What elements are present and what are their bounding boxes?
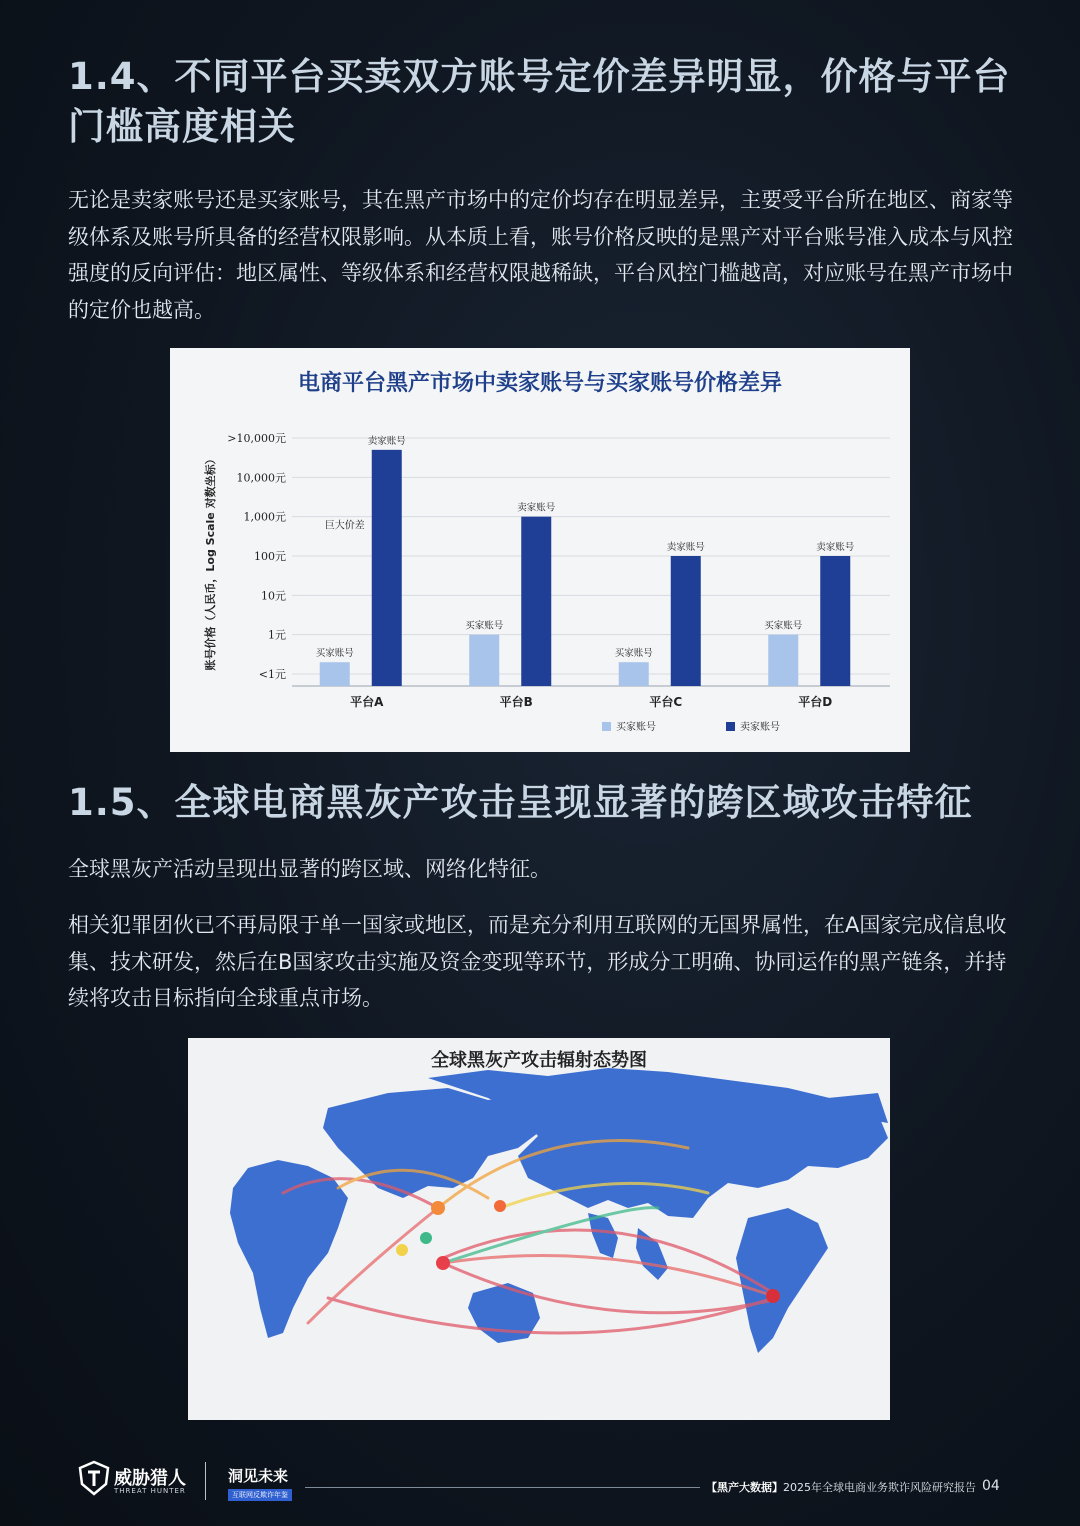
y-tick-label: <1元 <box>258 668 286 681</box>
bar-data-label: 卖家账号 <box>666 542 705 553</box>
bar-data-label: 买家账号 <box>315 648 354 660</box>
bar-data-label: 卖家账号 <box>517 502 556 514</box>
x-category-label: 平台A <box>350 695 384 709</box>
page-number: 04 <box>982 1478 1000 1494</box>
bar-seller <box>820 556 850 686</box>
footer-divider <box>205 1462 206 1500</box>
bar-data-label: 买家账号 <box>465 620 504 632</box>
bar-data-label: 卖家账号 <box>367 435 406 447</box>
y-tick-label: 100元 <box>254 550 286 563</box>
shield-logo-icon <box>78 1460 110 1496</box>
report-name: 2025年全球电商业务欺诈风险研究报告 <box>783 1481 976 1494</box>
x-category-label: 平台D <box>798 695 833 709</box>
x-category-label: 平台C <box>649 695 683 709</box>
threat-hunter-logo <box>78 1460 198 1508</box>
price-gap-annotation: 巨大价差 <box>324 520 365 532</box>
x-category-label: 平台B <box>499 695 533 709</box>
logo-name: 威胁猎人 <box>114 1468 186 1489</box>
section-1-5-paragraph-1: 全球黑灰产活动呈现出显著的跨区域、网络化特征。 <box>68 857 551 881</box>
bar-data-label: 买家账号 <box>614 648 653 660</box>
y-axis-label: 账号价格（人民币，Log Scale 对数坐标） <box>204 453 217 671</box>
legend-label: 买家账号 <box>616 722 656 733</box>
bar-buyer <box>320 662 350 686</box>
price-chart-panel <box>170 348 910 752</box>
report-title <box>706 1479 976 1495</box>
y-tick-label: >10,000元 <box>227 432 286 445</box>
legend-label: 卖家账号 <box>740 722 780 733</box>
attack-origin-points <box>396 1200 780 1303</box>
report-tag: 【黑产大数据】 <box>706 1481 783 1494</box>
bar-buyer <box>619 662 649 686</box>
bar-buyer <box>768 635 798 686</box>
bar-data-label: 卖家账号 <box>816 542 855 553</box>
y-tick-label: 1元 <box>268 628 286 642</box>
world-landmass <box>230 1068 888 1353</box>
attack-map-panel <box>188 1038 890 1420</box>
y-tick-label: 10元 <box>261 589 286 603</box>
bar-seller <box>671 556 701 686</box>
footer-rule <box>305 1487 700 1488</box>
section-1-4-heading: 1.4、不同平台买卖双方账号定价差异明显，价格与平台门槛高度相关 <box>68 55 1011 148</box>
legend-swatch <box>726 722 735 731</box>
slogan-block <box>228 1465 292 1501</box>
world-attack-map <box>188 1038 890 1420</box>
bar-seller <box>372 450 402 686</box>
map-title: 全球黑灰产攻击辐射态势图 <box>431 1050 647 1071</box>
y-tick-label: 10,000元 <box>236 471 286 485</box>
slogan: 洞见未来 <box>228 1467 289 1485</box>
slogan-subtitle: 互联网反欺诈年鉴 <box>228 1489 292 1501</box>
bar-buyer <box>469 635 499 686</box>
section-1-5-paragraph-2: 相关犯罪团伙已不再局限于单一国家或地区，而是充分利用互联网的无国界属性，在A国家完成信息收集、技术研发，然后在B国家攻击实施及资金变现等环节，形成分工明确、协同运作的黑产链条，并持续将攻击目标指向全球重点市场。 <box>68 913 1007 1010</box>
section-1-4-paragraph: 无论是卖家账号还是买家账号，其在黑产市场中的定价均存在明显差异，主要受平台所在地区、商家等级体系及账号所具备的经营权限影响。从本质上看，账号价格反映的是黑产对平台账号准入成本与风控强度的反向评估：地区属性、等级体系和经营权限越稀缺，平台风控门槛越高，对应账号在黑产市场中的定价也越高。 <box>68 188 1013 322</box>
price-bar-chart <box>170 348 910 752</box>
logo-subtitle: THREAT HUNTER <box>114 1487 186 1495</box>
chart-title: 电商平台黑产市场中卖家账号与买家账号价格差异 <box>297 371 782 396</box>
section-1-5-heading: 1.5、全球电商黑灰产攻击呈现显著的跨区域攻击特征 <box>68 781 973 824</box>
bar-seller <box>521 517 551 686</box>
y-tick-label: 1,000元 <box>243 510 286 524</box>
bar-data-label: 买家账号 <box>764 620 803 632</box>
legend-swatch <box>602 722 611 731</box>
